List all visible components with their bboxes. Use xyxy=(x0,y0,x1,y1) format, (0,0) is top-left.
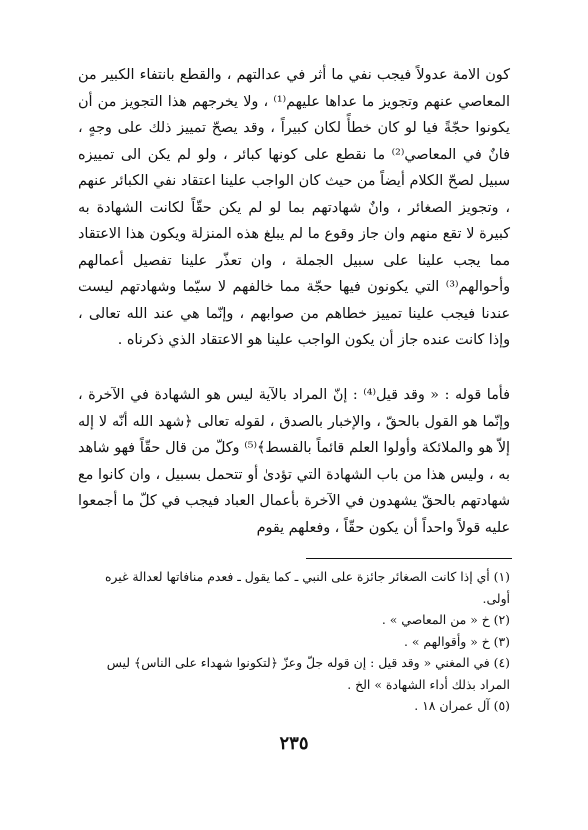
footnotes xyxy=(78,566,510,717)
footnote-5: (٥) آل عمران ١٨ . xyxy=(414,698,510,713)
footnote-4: (٤) في المغني « وقد قيل : إن قوله جلّ وعزّ ﴿لتكونوا شهداء على الناس﴾ ليس المراد بذلك أداء الشهادة » الخ . xyxy=(106,655,510,692)
paragraph-text: كون الامة عدولاً فيجب نفي ما أثر في عدالتهم ، والقطع بانتفاء الكبير من المعاصي عنهم وتجويز ما عداها عليهم⁽¹⁾ ، ولا يخرجهم هذا التجويز من أن يكونوا حجّةً فيا لو كان خطأً لكان كبيراً ، وقد يصحّ تمييز ذلك على وجهٍ ، فانٌ في المعاصي⁽²⁾ ما نقطع على كونها كبائر ، ولو لم يكن الى تمييزه سبيل لصحّ الكلام أيضاً من حيث كان الواجب علينا اعتقاد نفي الكبائر عنهم ، وتجويز الصغائر ، وانٌ شهادتهم بما لو لم يكن حقّاً لكانت الشهادة به كبيرة لا تقع منهم وان جاز وقوع ما لم يبلغ هذه المنزلة ويكون هذا الاعتقاد مما يجب علينا على سبيل الجملة ، وان تعذّر علينا تفصيل أعمالهم وأحوالهم⁽³⁾ التي يكونون فيها حجّة مما خالفهم لا سيّما وشهادتهم ليست عندنا فيجب علينا تمييز خطاهم من صوابهم ، وإنّما هي عند الله تعالى ، وإذا كانت عنده جاز أن يكون الواجب علينا هو الاعتقاد الذي ذكرناه . xyxy=(78,67,510,348)
body-paragraph-2 xyxy=(78,382,510,541)
footnote-separator xyxy=(306,558,512,559)
footnote-3: (٣) خ « وأقوالهم » . xyxy=(403,633,510,649)
footnote-2: (٢) خ « من المعاصي » . xyxy=(381,612,510,627)
footnote-1: (١) أي إذا كانت الصغائر جائزة على النبي ـ كما يقول ـ فعدم منافاتها لعدالة غيره أولى. xyxy=(104,569,510,606)
paragraph-text: فأما قوله : « وقد قيل⁽⁴⁾ : إنّ المراد بالآية ليس هو الشهادة في الآخرة ، وإنّما هو القول بالحقّ ، والإخبار بالصدق ، لقوله تعالى ﴿شهد الله أنّه لا إله إلاّ هو والملائكة وأولوا العلم قائماً بالقسط﴾⁽⁵⁾ وكلّ من قال حقّاً فهو شاهد به ، وليس هذا من باب الشهادة التي تؤدىٰ أو تتحمل بسبيل ، وان كانوا مع شهادتهم بالحقّ يشهدون في الآخرة بأعمال العباد فيجب في كلّ ما أجمعوا عليه قولاً واحداً أن يكون حقّاً ، وفعلهم يقوم xyxy=(78,387,510,536)
page-number: ٢٣٥ xyxy=(279,733,309,754)
body-paragraph-1 xyxy=(78,62,510,354)
